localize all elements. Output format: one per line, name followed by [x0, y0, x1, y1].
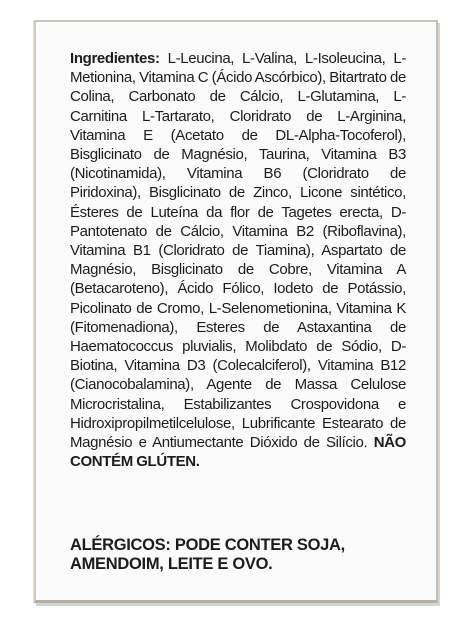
allergen-warning: ALÉRGICOS: PODE CONTER SOJA, AMENDOIM, LEITE E OVO. [70, 536, 345, 573]
ingredients-list: L-Leucina, L-Valina, L-Isoleucina, L-Metionina, Vitamina C (Ácido Ascórbico), Bitartrato de Colina, Carbonato de Cálcio, L-Glutamina, L-Carnitina L-Tartarato, Cloridrato de L-Arginina, Vitamina E (Acetato de DL-Alpha-Tocoferol), Bisglicinato de Magnésio, Taurina, Vitamina B3 (Nicotinamida), Vitamina B6 (Cloridrato de Piridoxina), Bisglicinato de Zinco, Licone sintético, Ésteres de Luteína da flor de Tagetes erecta, D-Pantotenato de Cálcio, Vitamina B2 (Riboflavina), Vitamina B1 (Cloridrato de Tiamina), Aspartato de Magnésio, Bisglicinato de Cobre, Vitamina A (Betacaroteno), Ácido Fólico, Iodeto de Potássio, Picolinato de Cromo, L-Selenometionina, Vitamina K (Fitomenadiona), Esteres de Astaxantina de Haematococcus pluvialis, Molibdato de Sódio, D-Biotina, Vitamina D3 (Colecalciferol), Vitamina B12 (Cianocobalamina), Agente de Massa Celulose Microcristalina, Estabilizantes Crospovidona e Hidroxipropilmetilcelulose, Lubrificante Estearato de Magnésio e Antiumectante Dióxido de Silício. [70, 50, 406, 452]
ingredients-paragraph [70, 49, 406, 471]
label-card [34, 20, 438, 603]
gluten-notice: NÃO CONTÉM GLÚTEN. [70, 434, 406, 471]
ingredients-heading: Ingredientes: [70, 50, 160, 67]
